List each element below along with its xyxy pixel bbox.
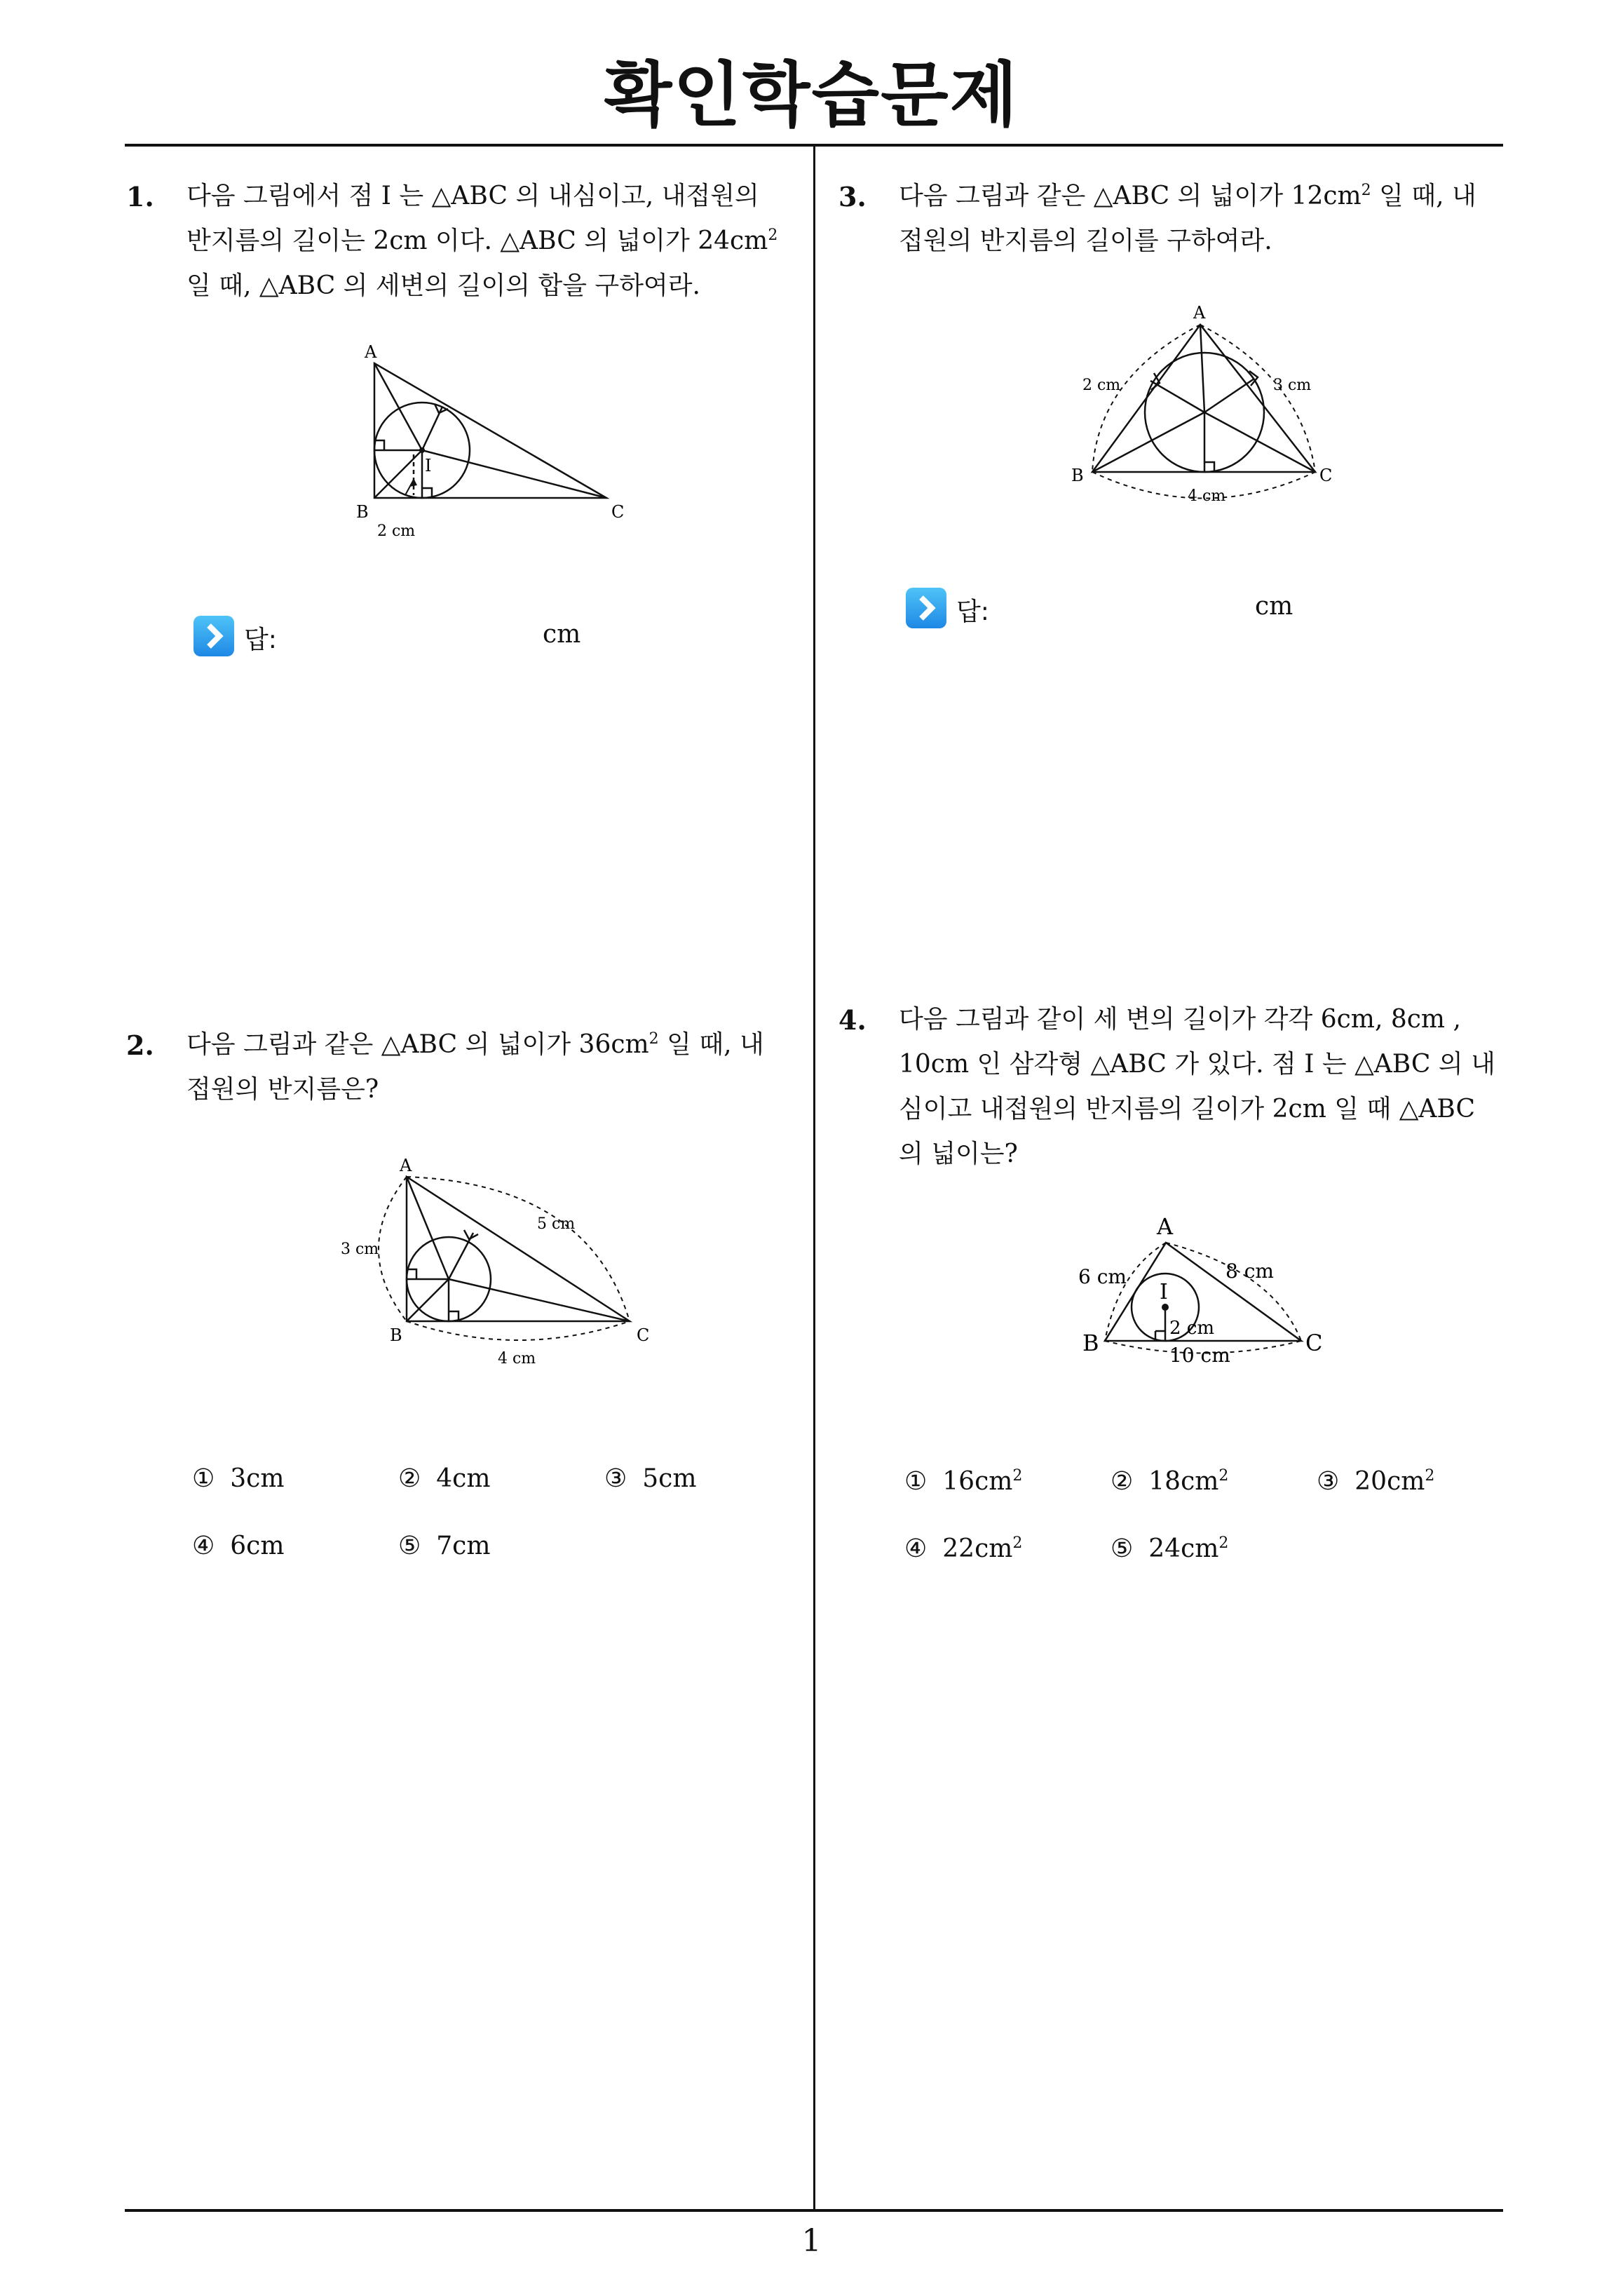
problem-text: 다음 그림과 같이 세 변의 길이가 각각 6cm, 8cm , 10cm 인 삼각형 △ABC 가 있다. 점 I 는 △ABC 의 내 심이고 내접원의 반지름의 길이가 2cm 일 때 △ABC 의 넓이는? bbox=[899, 1005, 1495, 1168]
vertex-label-b: B bbox=[390, 1325, 402, 1345]
problem-number: 4. bbox=[838, 1004, 867, 1036]
vertex-label-c: C bbox=[637, 1325, 650, 1345]
vertex-label-a: A bbox=[400, 1156, 412, 1175]
figure-acute-triangle-sides bbox=[1063, 300, 1357, 511]
side-label-ab: 2 cm bbox=[1082, 377, 1121, 394]
side-label-ac: 3 cm bbox=[1273, 377, 1312, 394]
column-divider bbox=[813, 144, 815, 2211]
page-title: 확인학습문제 bbox=[604, 54, 1019, 136]
bottom-rule bbox=[125, 2209, 1503, 2212]
figure-triangle-6-8-10 bbox=[1070, 1208, 1364, 1390]
side-label-ac: 8 cm bbox=[1225, 1260, 1274, 1283]
problem-3 bbox=[838, 181, 1512, 672]
radius-label: 2 cm bbox=[1169, 1318, 1215, 1339]
vertex-label-a: A bbox=[1157, 1213, 1174, 1240]
problem-1 bbox=[126, 181, 799, 672]
answer-icon bbox=[906, 588, 946, 628]
answer-unit: cm bbox=[543, 620, 581, 649]
vertex-label-b: B bbox=[1082, 1330, 1099, 1356]
choice-5[interactable]: ⑤ 7cm bbox=[398, 1532, 491, 1560]
vertex-label-c: C bbox=[1305, 1330, 1323, 1356]
vertex-label-c: C bbox=[1319, 466, 1333, 485]
problem-4 bbox=[838, 1004, 1512, 1635]
answer-label: 답: bbox=[244, 626, 277, 654]
radius-label: 2 cm bbox=[377, 522, 416, 540]
choice-2[interactable]: ② 4cm bbox=[398, 1464, 491, 1493]
answer-icon bbox=[193, 616, 234, 656]
side-label-bc: 10 cm bbox=[1169, 1344, 1230, 1367]
choice-4[interactable]: ④ $22cm^2$ bbox=[904, 1534, 1023, 1563]
problem-text: 다음 그림에서 점 I 는 △ABC 의 내심이고, 내접원의 반지름의 길이는 2cm 이다. △ABC 의 넓이가 $24cm^2$ 일 때, △ABC 의 세변의 길이의 합을 구하여라. bbox=[186, 182, 778, 300]
problem-text: 다음 그림과 같은 △ABC 의 넓이가 $12cm^2$ 일 때, 내 접원의 반지름의 길이를 구하여라. bbox=[899, 182, 1476, 255]
side-label-bc: 4 cm bbox=[498, 1350, 536, 1368]
choice-2[interactable]: ② $18cm^2$ bbox=[1111, 1467, 1229, 1496]
incenter-label: I bbox=[1160, 1280, 1168, 1304]
incenter-label: I bbox=[425, 456, 432, 475]
answer-row bbox=[193, 616, 698, 658]
side-label-bc: 4 cm bbox=[1188, 487, 1226, 505]
vertex-label-a: A bbox=[1193, 303, 1206, 323]
side-label-ac: 5 cm bbox=[537, 1215, 576, 1233]
problem-number: 2. bbox=[126, 1029, 154, 1061]
vertex-label-c: C bbox=[611, 502, 625, 522]
choice-5[interactable]: ⑤ $24cm^2$ bbox=[1111, 1534, 1229, 1563]
choice-3[interactable]: ③ 5cm bbox=[604, 1464, 697, 1493]
vertex-label-a: A bbox=[365, 342, 377, 362]
choice-3[interactable]: ③ $20cm^2$ bbox=[1317, 1467, 1435, 1496]
problem-text: 다음 그림과 같은 △ABC 의 넓이가 $36cm^2$ 일 때, 내 접원의 반지름은? bbox=[186, 1030, 764, 1104]
page-number: 1 bbox=[801, 2223, 822, 2259]
answer-label: 답: bbox=[956, 597, 989, 626]
problem-2 bbox=[126, 1029, 799, 1591]
vertex-label-b: B bbox=[1071, 466, 1084, 485]
choice-1[interactable]: ① 3cm bbox=[192, 1464, 285, 1493]
figure-incircle-right-triangle bbox=[351, 342, 645, 553]
answer-row bbox=[906, 588, 1411, 630]
side-label-ab: 3 cm bbox=[341, 1241, 379, 1258]
choice-4[interactable]: ④ 6cm bbox=[192, 1532, 285, 1560]
figure-right-triangle-sides bbox=[337, 1156, 659, 1380]
side-label-ab: 6 cm bbox=[1078, 1265, 1127, 1288]
problem-number: 3. bbox=[838, 181, 867, 212]
problem-number: 1. bbox=[126, 181, 154, 212]
answer-unit: cm bbox=[1255, 592, 1293, 621]
choice-1[interactable]: ① $16cm^2$ bbox=[904, 1467, 1023, 1496]
vertex-label-b: B bbox=[356, 502, 369, 522]
